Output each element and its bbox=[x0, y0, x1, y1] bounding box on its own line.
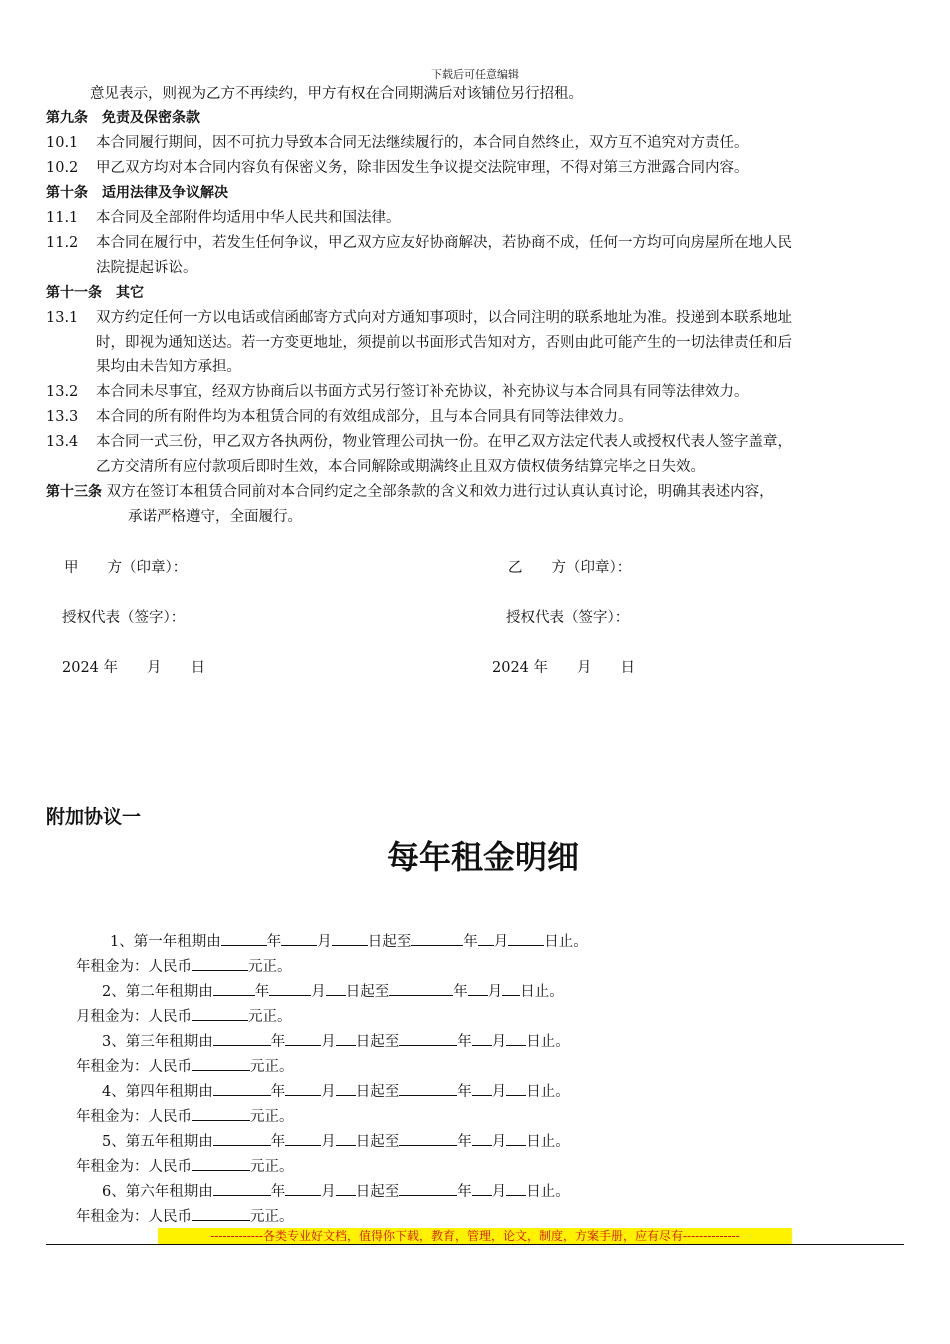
period-text: 年 bbox=[254, 984, 270, 1000]
period-text: 月 bbox=[321, 1134, 336, 1150]
fill-in-blank[interactable] bbox=[213, 1081, 271, 1096]
clause-11-2-cont: 法院提起诉讼。 bbox=[96, 260, 198, 276]
clause-text: 双方约定任何一方以电话或信函邮寄方式向对方通知事项时，以合同注明的联系地址为准。投递到本联系地址 bbox=[96, 310, 792, 326]
period-text: 日止。 bbox=[526, 1084, 570, 1100]
article-13-cont: 承诺严格遵守，全面履行。 bbox=[128, 509, 302, 525]
period-text: 日止。 bbox=[526, 1134, 570, 1150]
rent-amount-line bbox=[76, 1105, 294, 1129]
period-text: 月 bbox=[491, 1134, 507, 1150]
fill-in-blank[interactable] bbox=[506, 1181, 526, 1196]
clause-13-1-cont: 果均由未告知方承担。 bbox=[96, 359, 241, 375]
fill-in-blank[interactable] bbox=[508, 931, 544, 946]
amount-suffix: 元正。 bbox=[250, 1109, 294, 1125]
rent-amount-line bbox=[76, 955, 292, 979]
period-text: 日起至 bbox=[345, 984, 390, 1000]
amount-blank[interactable] bbox=[192, 1206, 250, 1221]
period-text: 月 bbox=[491, 1184, 507, 1200]
rent-amount-line bbox=[76, 1005, 292, 1029]
article-9-heading: 第九条 免责及保密条款 bbox=[46, 110, 200, 126]
clause-13-2 bbox=[46, 380, 749, 404]
amount-blank[interactable] bbox=[192, 956, 248, 971]
fill-in-blank[interactable] bbox=[326, 981, 346, 996]
amount-blank[interactable] bbox=[192, 1156, 250, 1171]
period-text: 日止。 bbox=[526, 1184, 570, 1200]
fill-in-blank[interactable] bbox=[399, 1031, 457, 1046]
rent-period-line bbox=[102, 980, 564, 1004]
clause-text: 本合同在履行中，若发生任何争议，甲乙双方应友好协商解决，若协商不成，任何一方均可向房屋所在地人民 bbox=[96, 235, 792, 251]
period-text: 年 bbox=[453, 984, 468, 1000]
clause-text: 本合同未尽事宜，经双方协商后以书面方式另行签订补充协议，补充协议与本合同具有同等法律效力。 bbox=[96, 384, 749, 400]
fill-in-blank[interactable] bbox=[213, 981, 255, 996]
period-text: 3、第三年租期由 bbox=[102, 1034, 213, 1050]
clause-number: 13.1 bbox=[46, 310, 79, 326]
fill-in-blank[interactable] bbox=[285, 1031, 321, 1046]
period-text: 日起至 bbox=[355, 1034, 400, 1050]
clause-13-4 bbox=[46, 430, 792, 454]
rent-period-line bbox=[102, 1080, 570, 1104]
amount-label: 年租金为：人民币 bbox=[76, 1209, 192, 1225]
period-text: 日起至 bbox=[355, 1134, 400, 1150]
clause-10-1 bbox=[46, 131, 749, 155]
article-13 bbox=[46, 480, 774, 504]
amount-blank[interactable] bbox=[192, 1106, 250, 1121]
rent-amount-line bbox=[76, 1205, 294, 1229]
period-text: 日止。 bbox=[526, 1034, 570, 1050]
period-text: 日起至 bbox=[355, 1184, 400, 1200]
period-text: 年 bbox=[270, 1184, 286, 1200]
period-text: 2、第二年租期由 bbox=[102, 984, 213, 1000]
clause-11-1 bbox=[46, 206, 401, 230]
footer-banner: -------------各类专业好文档，值得你下载，教育，管理，论文，制度，方案手册，应有尽有-------------- bbox=[158, 1228, 792, 1245]
period-text: 月 bbox=[491, 1084, 507, 1100]
period-text: 1、第一年租期由 bbox=[110, 934, 221, 950]
clause-13-1 bbox=[46, 306, 792, 330]
period-text: 年 bbox=[457, 1134, 472, 1150]
fill-in-blank[interactable] bbox=[336, 1081, 356, 1096]
period-text: 年 bbox=[457, 1034, 472, 1050]
period-text: 月 bbox=[321, 1084, 336, 1100]
clause-number: 10.2 bbox=[46, 160, 79, 176]
annex-title: 每年租金明细 bbox=[386, 838, 579, 876]
clause-13-3 bbox=[46, 405, 633, 429]
fill-in-blank[interactable] bbox=[336, 1031, 356, 1046]
footer-rule bbox=[46, 1244, 904, 1245]
fill-in-blank[interactable] bbox=[389, 981, 453, 996]
period-text: 年 bbox=[463, 934, 478, 950]
amount-label: 月租金为：人民币 bbox=[76, 1009, 192, 1025]
period-text: 月 bbox=[321, 1034, 336, 1050]
period-text: 年 bbox=[270, 1134, 286, 1150]
clause-number: 11.1 bbox=[46, 210, 79, 226]
fill-in-blank[interactable] bbox=[281, 931, 317, 946]
period-text: 5、第五年租期由 bbox=[102, 1134, 213, 1150]
fill-in-blank[interactable] bbox=[336, 1131, 356, 1146]
amount-blank[interactable] bbox=[192, 1056, 250, 1071]
annex-label: 附加协议一 bbox=[46, 806, 142, 828]
article-13-heading: 第十三条 bbox=[46, 484, 102, 500]
fill-in-blank[interactable] bbox=[411, 931, 463, 946]
intro-line: 意见表示，则视为乙方不再续约，甲方有权在合同期满后对该铺位另行招租。 bbox=[90, 86, 583, 102]
fill-in-blank[interactable] bbox=[269, 981, 311, 996]
period-text: 年 bbox=[457, 1184, 472, 1200]
article-10-heading: 第十条 适用法律及争议解决 bbox=[46, 185, 228, 201]
fill-in-blank[interactable] bbox=[336, 1181, 356, 1196]
rent-period-line bbox=[110, 930, 588, 954]
fill-in-blank[interactable] bbox=[399, 1081, 457, 1096]
rent-period-line bbox=[102, 1030, 570, 1054]
period-text: 年 bbox=[270, 1084, 286, 1100]
fill-in-blank[interactable] bbox=[472, 1131, 492, 1146]
fill-in-blank[interactable] bbox=[399, 1131, 457, 1146]
party-b-rep: 授权代表（签字）： bbox=[506, 610, 630, 626]
fill-in-blank[interactable] bbox=[506, 1031, 526, 1046]
fill-in-blank[interactable] bbox=[502, 981, 520, 996]
period-text: 6、第六年租期由 bbox=[102, 1184, 213, 1200]
period-text: 月 bbox=[493, 934, 509, 950]
period-text: 月 bbox=[491, 1034, 507, 1050]
amount-suffix: 元正。 bbox=[250, 1059, 294, 1075]
header-note: 下载后可任意编辑 bbox=[431, 68, 519, 81]
clause-number: 13.4 bbox=[46, 434, 79, 450]
fill-in-blank[interactable] bbox=[468, 981, 488, 996]
party-a-rep: 授权代表（签字）： bbox=[62, 610, 186, 626]
fill-in-blank[interactable] bbox=[285, 1131, 321, 1146]
fill-in-blank[interactable] bbox=[332, 931, 368, 946]
article-13-text: 双方在签订本租赁合同前对本合同约定之全部条款的含义和效力进行过认真认真讨论，明确其表述内容， bbox=[106, 484, 774, 500]
rent-period-line bbox=[102, 1130, 570, 1154]
rent-amount-line bbox=[76, 1155, 294, 1179]
period-text: 月 bbox=[487, 984, 503, 1000]
period-text: 年 bbox=[270, 1034, 286, 1050]
amount-suffix: 元正。 bbox=[250, 1209, 294, 1225]
fill-in-blank[interactable] bbox=[399, 1181, 457, 1196]
period-text: 月 bbox=[311, 984, 326, 1000]
party-a-seal: 甲 方（印章）： bbox=[64, 560, 188, 576]
amount-blank[interactable] bbox=[192, 1006, 248, 1021]
fill-in-blank[interactable] bbox=[221, 931, 267, 946]
party-b-seal: 乙 方（印章）： bbox=[508, 560, 632, 576]
period-text: 年 bbox=[266, 934, 282, 950]
party-b-date: 2024 年 月 日 bbox=[492, 660, 636, 676]
clause-13-4-cont: 乙方交清所有应付款项后即时生效，本合同解除或期满终止且双方债权债务结算完毕之日失效。 bbox=[96, 459, 705, 475]
period-text: 月 bbox=[321, 1184, 336, 1200]
period-text: 4、第四年租期由 bbox=[102, 1084, 213, 1100]
amount-label: 年租金为：人民币 bbox=[76, 1059, 192, 1075]
rent-amount-line bbox=[76, 1055, 294, 1079]
fill-in-blank[interactable] bbox=[472, 1081, 492, 1096]
clause-text: 本合同一式三份，甲乙双方各执两份，物业管理公司执一份。在甲乙双方法定代表人或授权代表人签字盖章， bbox=[96, 434, 792, 450]
clause-number: 11.2 bbox=[46, 235, 79, 251]
amount-suffix: 元正。 bbox=[250, 1159, 294, 1175]
clause-11-2 bbox=[46, 231, 792, 255]
clause-text: 甲乙双方均对本合同内容负有保密义务，除非因发生争议提交法院审理，不得对第三方泄露合同内容。 bbox=[96, 160, 749, 176]
period-text: 月 bbox=[317, 934, 332, 950]
fill-in-blank[interactable] bbox=[213, 1031, 271, 1046]
amount-label: 年租金为：人民币 bbox=[76, 1109, 192, 1125]
rent-period-line bbox=[102, 1180, 570, 1204]
fill-in-blank[interactable] bbox=[285, 1181, 321, 1196]
amount-suffix: 元正。 bbox=[248, 1009, 292, 1025]
fill-in-blank[interactable] bbox=[506, 1081, 526, 1096]
clause-number: 13.2 bbox=[46, 384, 79, 400]
party-a-date: 2024 年 月 日 bbox=[62, 660, 206, 676]
fill-in-blank[interactable] bbox=[478, 931, 494, 946]
clause-text: 本合同的所有附件均为本租赁合同的有效组成部分，且与本合同具有同等法律效力。 bbox=[96, 409, 633, 425]
amount-suffix: 元正。 bbox=[248, 959, 292, 975]
amount-label: 年租金为：人民币 bbox=[76, 1159, 192, 1175]
fill-in-blank[interactable] bbox=[285, 1081, 321, 1096]
clause-text: 本合同及全部附件均适用中华人民共和国法律。 bbox=[96, 210, 401, 226]
fill-in-blank[interactable] bbox=[213, 1181, 271, 1196]
fill-in-blank[interactable] bbox=[472, 1031, 492, 1046]
fill-in-blank[interactable] bbox=[213, 1131, 271, 1146]
article-11-heading: 第十一条 其它 bbox=[46, 285, 144, 301]
period-text: 日起至 bbox=[367, 934, 412, 950]
period-text: 日起至 bbox=[355, 1084, 400, 1100]
period-text: 年 bbox=[457, 1084, 472, 1100]
fill-in-blank[interactable] bbox=[506, 1131, 526, 1146]
period-text: 日止。 bbox=[520, 984, 564, 1000]
amount-label: 年租金为：人民币 bbox=[76, 959, 192, 975]
clause-number: 13.3 bbox=[46, 409, 79, 425]
fill-in-blank[interactable] bbox=[472, 1181, 492, 1196]
clause-text: 本合同履行期间，因不可抗力导致本合同无法继续履行的，本合同自然终止，双方互不追究对方责任。 bbox=[96, 135, 749, 151]
clause-number: 10.1 bbox=[46, 135, 79, 151]
clause-10-2 bbox=[46, 156, 749, 180]
clause-13-1-cont: 时，即视为通知送达。若一方变更地址，须提前以书面形式告知对方，否则由此可能产生的一切法律责任和后 bbox=[96, 335, 792, 351]
period-text: 日止。 bbox=[544, 934, 588, 950]
